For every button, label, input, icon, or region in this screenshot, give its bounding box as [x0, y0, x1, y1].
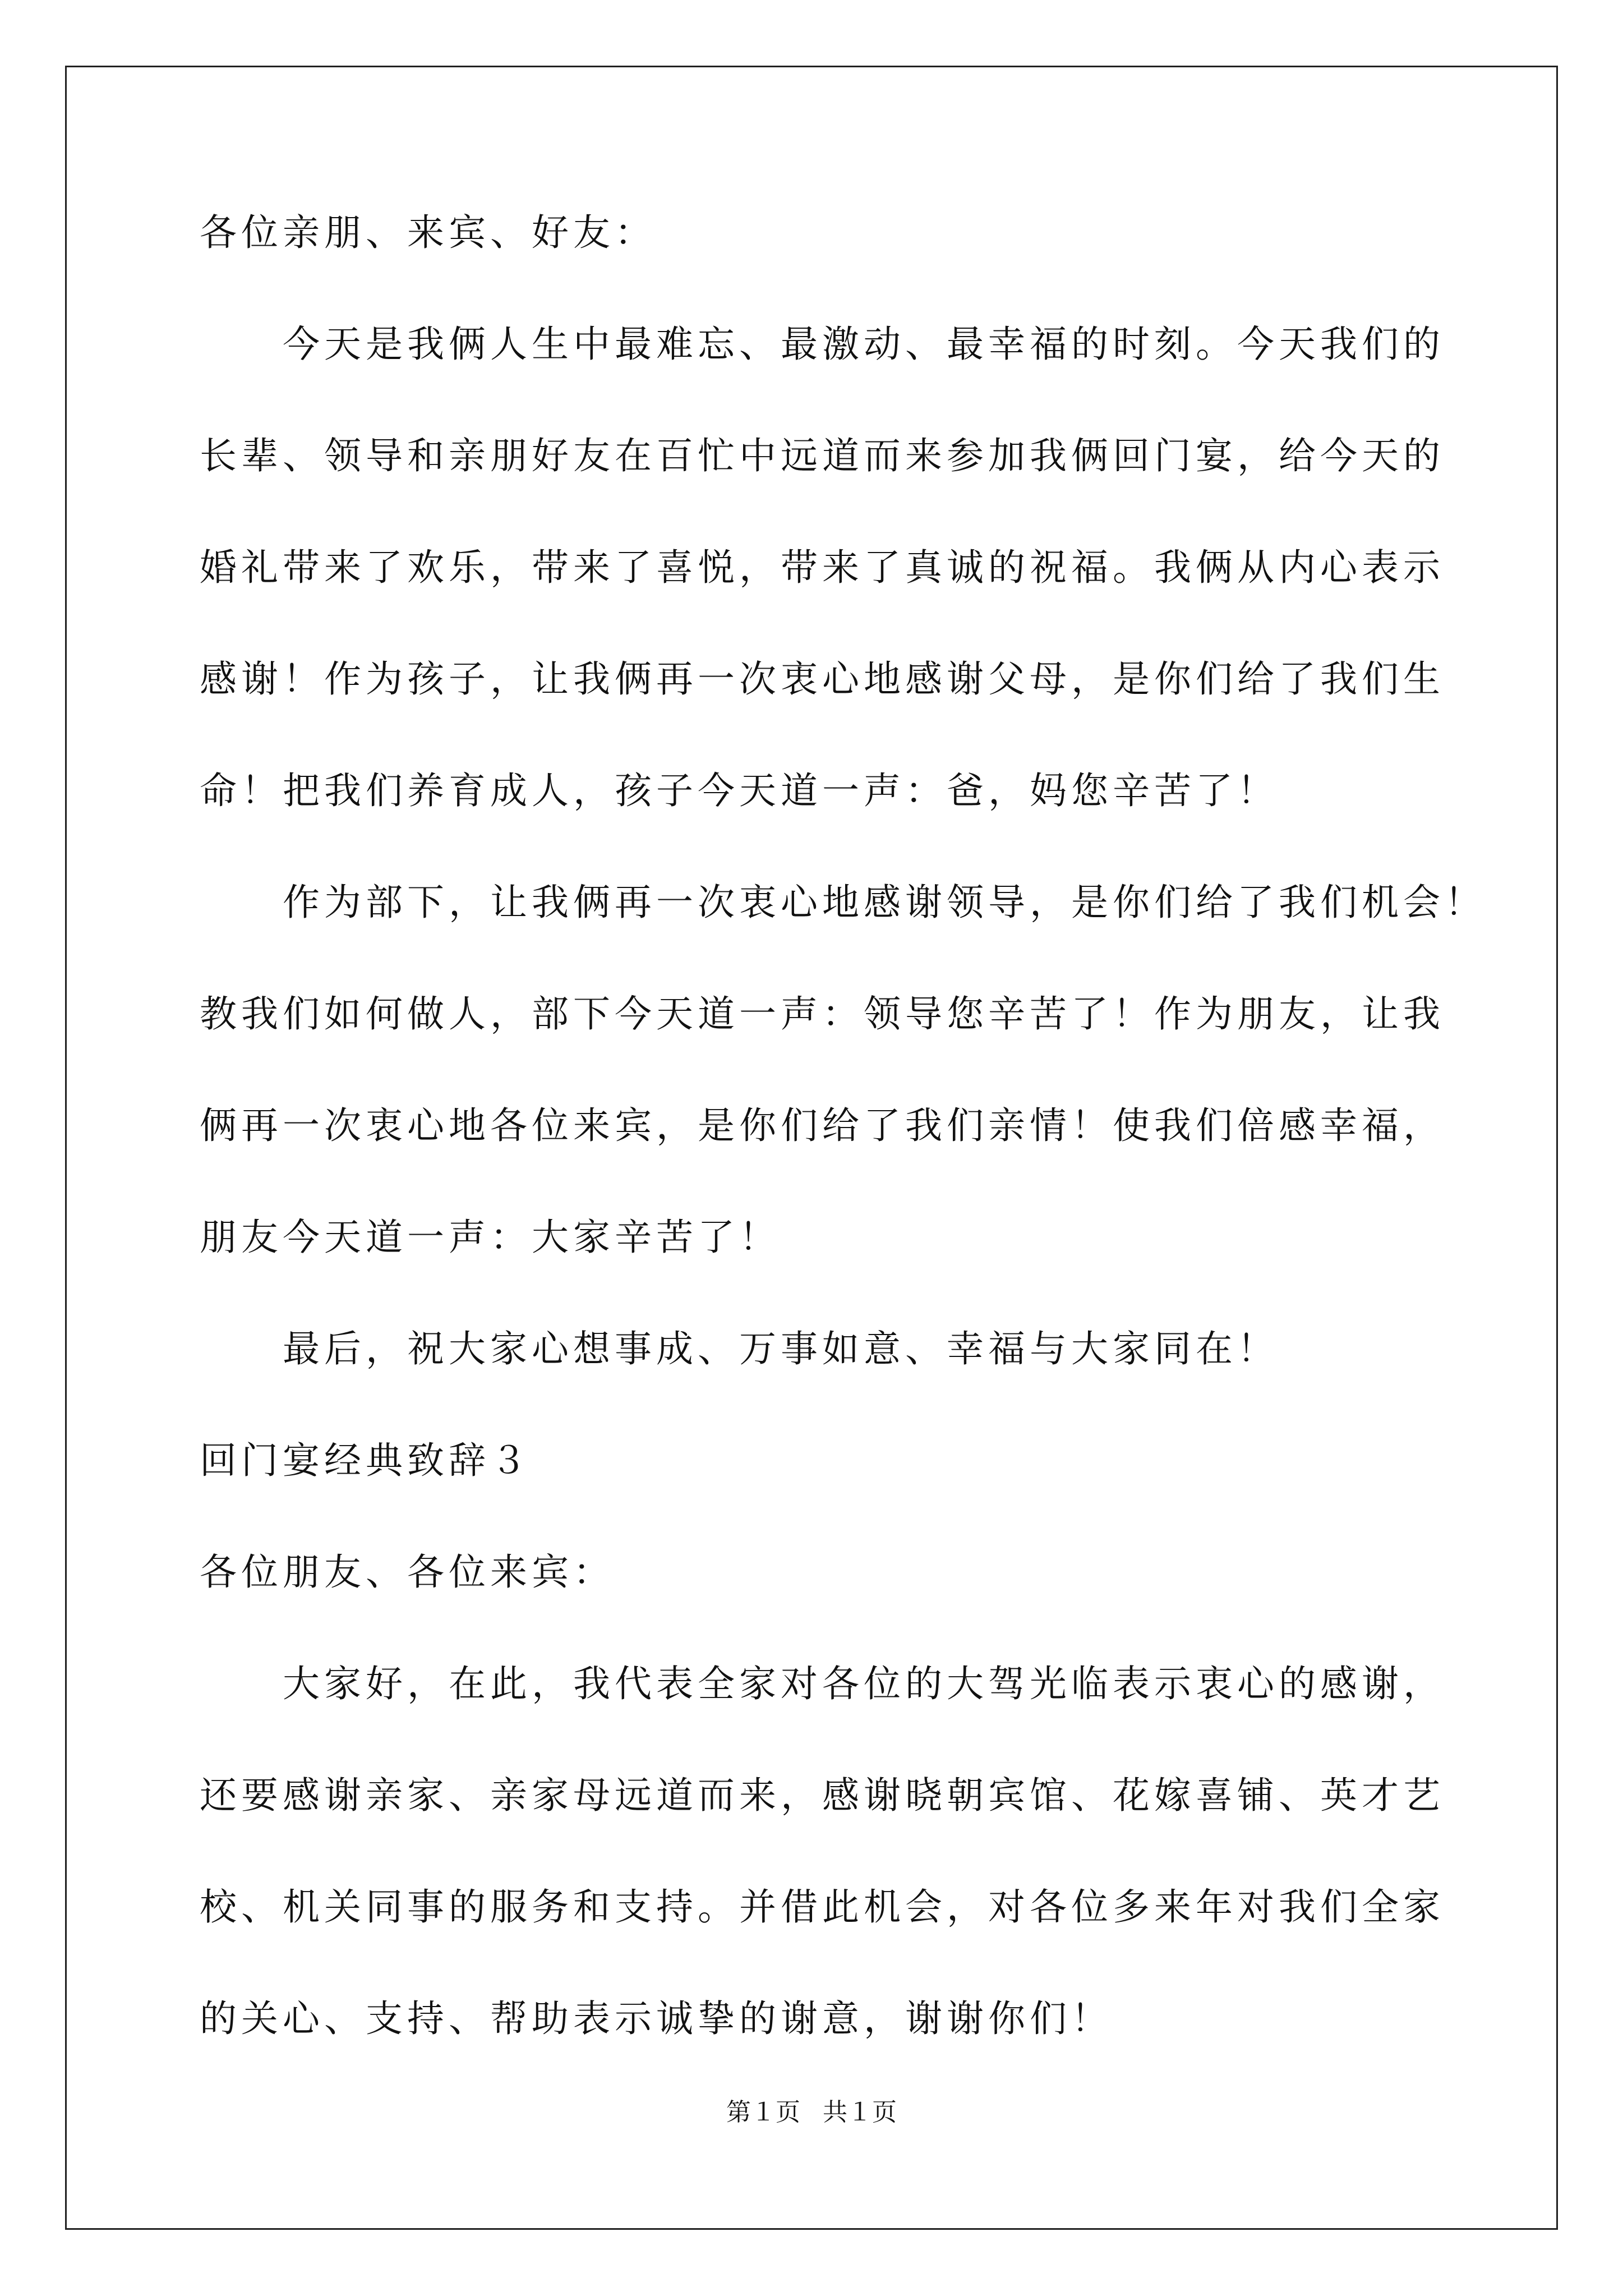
paragraph-line: 最后，祝大家心想事成、万事如意、幸福与大家同在！ [283, 1327, 1279, 1370]
paragraph-line: 朋友今天道一声：大家辛苦了！ [200, 1216, 781, 1259]
paragraph-line: 命！把我们养育成人，孩子今天道一声：爸，妈您辛苦了！ [200, 769, 1279, 812]
paragraph-line: 今天是我俩人生中最难忘、最激动、最幸福的时刻。今天我们的 [283, 323, 1445, 366]
paragraph-line: 长辈、领导和亲朋好友在百忙中远道而来参加我俩回门宴，给今天的 [200, 434, 1445, 477]
paragraph-line: 婚礼带来了欢乐，带来了喜悦，带来了真诚的祝福。我俩从内心表示 [200, 546, 1445, 589]
page-total: 共１页 [823, 2098, 897, 2127]
salutation: 各位亲朋、来宾、好友： [200, 211, 656, 254]
paragraph-line: 大家好，在此，我代表全家对各位的大驾光临表示衷心的感谢， [283, 1662, 1445, 1705]
paragraph-line: 还要感谢亲家、亲家母远道而来，感谢晓朝宾馆、花嫁喜铺、英才艺 [200, 1774, 1445, 1817]
section-heading: 回门宴经典致辞３ [200, 1439, 532, 1482]
paragraph-line: 教我们如何做人，部下今天道一声：领导您辛苦了！作为朋友，让我 [200, 992, 1445, 1036]
paragraph-line: 俩再一次衷心地各位来宾，是你们给了我们亲情！使我们倍感幸福， [200, 1104, 1445, 1147]
paragraph-line: 作为部下，让我俩再一次衷心地感谢领导，是你们给了我们机会！ [283, 881, 1486, 924]
page-number: 第１页 [726, 2098, 800, 2127]
document-body [200, 208, 1486, 2105]
salutation: 各位朋友、各位来宾： [200, 1550, 615, 1594]
paragraph-line: 感谢！作为孩子，让我俩再一次衷心地感谢父母，是你们给了我们生 [200, 657, 1445, 701]
paragraph-line: 的关心、支持、帮助表示诚挚的谢意，谢谢你们！ [200, 1997, 1113, 2040]
paragraph-line: 校、机关同事的服务和支持。并借此机会，对各位多来年对我们全家 [200, 1885, 1445, 1929]
page-footer [0, 2096, 1623, 2129]
